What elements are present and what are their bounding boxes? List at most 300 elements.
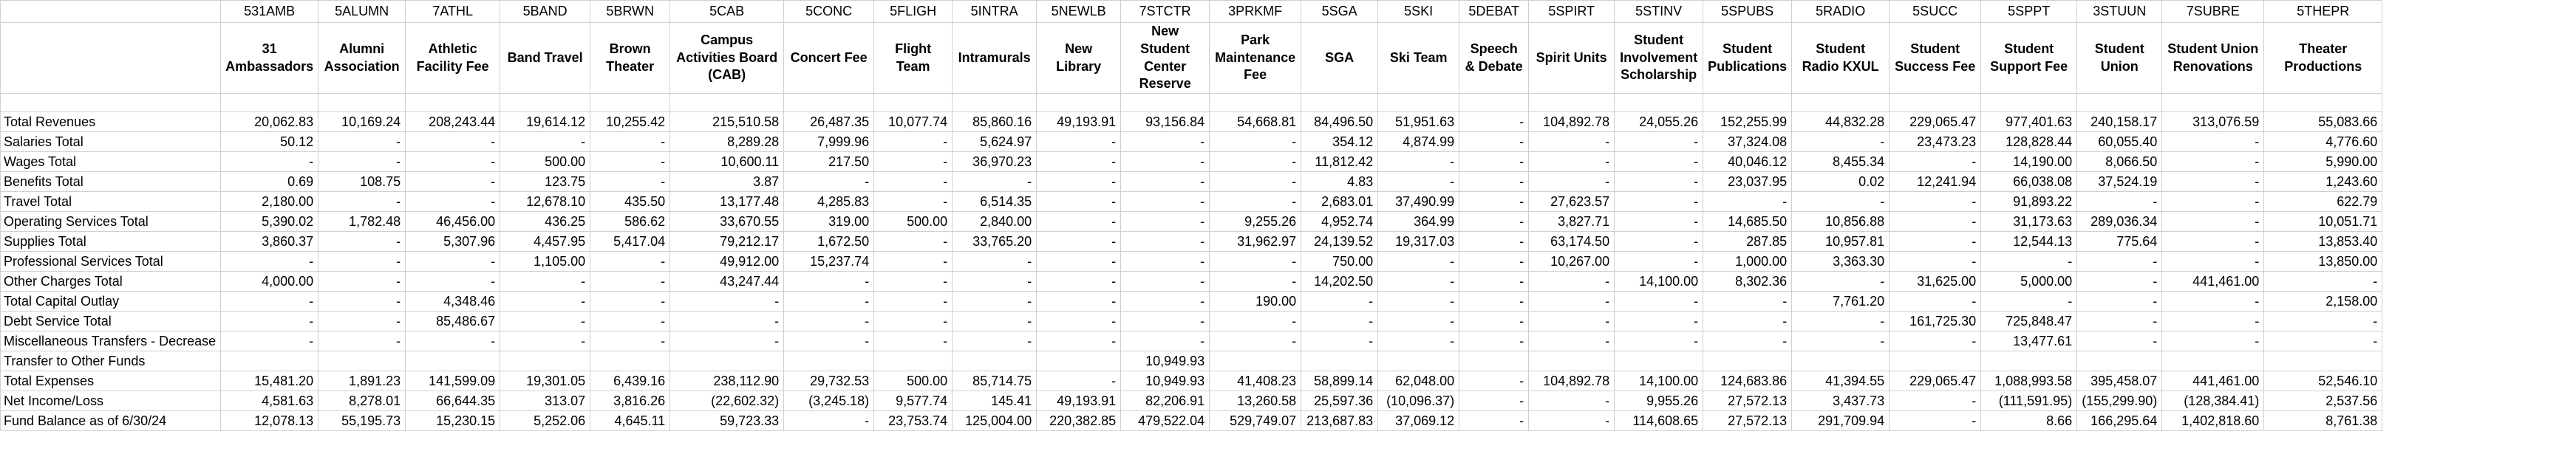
value-cell: 10,957.81 xyxy=(1792,232,1890,252)
value-cell xyxy=(318,351,406,371)
table-row xyxy=(1,371,2382,391)
value-cell: - xyxy=(1210,312,1301,331)
value-cell: 62,048.00 xyxy=(1378,371,1459,391)
value-cell: 215,510.58 xyxy=(670,112,784,132)
spreadsheet-body xyxy=(1,1,2382,431)
empty-cell xyxy=(1459,94,1529,112)
value-cell: - xyxy=(590,292,670,312)
value-cell: - xyxy=(1037,371,1121,391)
empty-cell xyxy=(1210,94,1301,112)
value-cell: - xyxy=(590,132,670,152)
fund-code-cell: 5SGA xyxy=(1301,1,1378,23)
value-cell: - xyxy=(1210,331,1301,351)
value-cell: 10,169.24 xyxy=(318,112,406,132)
empty-cell xyxy=(1301,94,1378,112)
value-cell: - xyxy=(1529,272,1615,292)
value-cell: - xyxy=(670,331,784,351)
value-cell: - xyxy=(1037,152,1121,172)
value-cell: - xyxy=(1459,172,1529,192)
value-cell: - xyxy=(221,152,318,172)
value-cell xyxy=(1378,351,1459,371)
value-cell: 15,230.15 xyxy=(406,411,500,431)
value-cell: - xyxy=(1037,192,1121,212)
value-cell: - xyxy=(1459,391,1529,411)
value-cell: - xyxy=(318,232,406,252)
value-cell: - xyxy=(1529,152,1615,172)
value-cell: 31,173.63 xyxy=(1981,212,2077,232)
value-cell: - xyxy=(2162,232,2264,252)
fund-code-cell: 5SPPT xyxy=(1981,1,2077,23)
value-cell: 395,458.07 xyxy=(2077,371,2162,391)
value-cell: 3,437.73 xyxy=(1792,391,1890,411)
value-cell: 2,537.56 xyxy=(2264,391,2382,411)
value-cell: (128,384.41) xyxy=(2162,391,2264,411)
value-cell: - xyxy=(318,132,406,152)
value-cell: 14,100.00 xyxy=(1615,371,1703,391)
value-cell: - xyxy=(406,192,500,212)
value-cell: 25,597.36 xyxy=(1301,391,1378,411)
value-cell: - xyxy=(318,312,406,331)
value-cell: 8,278.01 xyxy=(318,391,406,411)
value-cell: 13,850.00 xyxy=(2264,252,2382,272)
value-cell: 5,000.00 xyxy=(1981,272,2077,292)
value-cell: 750.00 xyxy=(1301,252,1378,272)
row-label: Benefits Total xyxy=(1,172,221,192)
value-cell: - xyxy=(1890,391,1981,411)
value-cell: 33,670.55 xyxy=(670,212,784,232)
value-cell: - xyxy=(318,331,406,351)
value-cell: - xyxy=(1210,272,1301,292)
value-cell: 123.75 xyxy=(500,172,590,192)
value-cell: - xyxy=(874,331,953,351)
value-cell: - xyxy=(1378,252,1459,272)
fund-code-cell: 5RADIO xyxy=(1792,1,1890,23)
value-cell: - xyxy=(1459,152,1529,172)
value-cell: 291,709.94 xyxy=(1792,411,1890,431)
value-cell: 49,193.91 xyxy=(1037,112,1121,132)
value-cell xyxy=(670,351,784,371)
value-cell: 26,487.35 xyxy=(784,112,874,132)
value-cell: - xyxy=(1459,252,1529,272)
value-cell: 43,247.44 xyxy=(670,272,784,292)
value-cell: 10,255.42 xyxy=(590,112,670,132)
value-cell: - xyxy=(2162,172,2264,192)
value-cell: - xyxy=(221,252,318,272)
value-cell: 1,105.00 xyxy=(500,252,590,272)
value-cell xyxy=(1615,351,1703,371)
value-cell: - xyxy=(1378,292,1459,312)
value-cell: 14,100.00 xyxy=(1615,272,1703,292)
value-cell xyxy=(590,351,670,371)
value-cell: - xyxy=(784,331,874,351)
value-cell: 11,812.42 xyxy=(1301,152,1378,172)
value-cell: 229,065.47 xyxy=(1890,371,1981,391)
value-cell: 313.07 xyxy=(500,391,590,411)
fund-code-cell: 5BRWN xyxy=(590,1,670,23)
value-cell: 479,522.04 xyxy=(1121,411,1210,431)
value-cell: - xyxy=(406,132,500,152)
value-cell: (111,591.95) xyxy=(1981,391,2077,411)
fund-code-cell: 5STINV xyxy=(1615,1,1703,23)
empty-cell xyxy=(1,94,221,112)
value-cell: 4.83 xyxy=(1301,172,1378,192)
fund-name-cell: Student Union Renovations xyxy=(2162,23,2264,94)
value-cell: 46,456.00 xyxy=(406,212,500,232)
value-cell: - xyxy=(1459,292,1529,312)
empty-cell xyxy=(1981,94,2077,112)
value-cell: 85,860.16 xyxy=(953,112,1037,132)
value-cell: - xyxy=(1210,132,1301,152)
value-cell: - xyxy=(874,312,953,331)
fund-code-cell: 5DEBAT xyxy=(1459,1,1529,23)
value-cell xyxy=(1529,351,1615,371)
fund-name-cell: Theater Productions xyxy=(2264,23,2382,94)
value-cell: - xyxy=(406,152,500,172)
value-cell: - xyxy=(1981,292,2077,312)
fund-name-cell: Student Publications xyxy=(1703,23,1792,94)
value-cell: 20,062.83 xyxy=(221,112,318,132)
value-cell: 66,644.35 xyxy=(406,391,500,411)
value-cell xyxy=(1792,351,1890,371)
value-cell: 7,999.96 xyxy=(784,132,874,152)
table-row xyxy=(1,192,2382,212)
value-cell: 85,714.75 xyxy=(953,371,1037,391)
fund-code-cell: 5THEPR xyxy=(2264,1,2382,23)
value-cell: - xyxy=(500,312,590,331)
empty-cell xyxy=(1615,94,1703,112)
value-cell: - xyxy=(1792,132,1890,152)
value-cell xyxy=(2077,351,2162,371)
value-cell: 213,687.83 xyxy=(1301,411,1378,431)
value-cell: 59,723.33 xyxy=(670,411,784,431)
value-cell: - xyxy=(406,272,500,292)
value-cell: 10,077.74 xyxy=(874,112,953,132)
value-cell: - xyxy=(874,152,953,172)
fund-code-cell: 5SKI xyxy=(1378,1,1459,23)
value-cell: 29,732.53 xyxy=(784,371,874,391)
value-cell: - xyxy=(1890,252,1981,272)
table-row xyxy=(1,331,2382,351)
value-cell: - xyxy=(318,152,406,172)
value-cell: 8,302.36 xyxy=(1703,272,1792,292)
value-cell: 13,853.40 xyxy=(2264,232,2382,252)
value-cell: - xyxy=(1890,292,1981,312)
value-cell xyxy=(1703,351,1792,371)
row-label: Total Expenses xyxy=(1,371,221,391)
fund-code-cell: 3PRKMF xyxy=(1210,1,1301,23)
value-cell: - xyxy=(590,152,670,172)
fund-name-cell: Band Travel xyxy=(500,23,590,94)
value-cell: 8.66 xyxy=(1981,411,2077,431)
value-cell: 4,348.46 xyxy=(406,292,500,312)
value-cell: 5,624.97 xyxy=(953,132,1037,152)
value-cell: 10,267.00 xyxy=(1529,252,1615,272)
fund-name-cell: Brown Theater xyxy=(590,23,670,94)
value-cell: - xyxy=(1529,172,1615,192)
value-cell: - xyxy=(221,292,318,312)
value-cell: - xyxy=(874,232,953,252)
value-cell xyxy=(500,351,590,371)
value-cell: 27,623.57 xyxy=(1529,192,1615,212)
value-cell: - xyxy=(953,172,1037,192)
value-cell: - xyxy=(1378,312,1459,331)
value-cell: 93,156.84 xyxy=(1121,112,1210,132)
value-cell: - xyxy=(1378,152,1459,172)
value-cell: 50.12 xyxy=(221,132,318,152)
value-cell: - xyxy=(1703,331,1792,351)
fund-name-cell: Athletic Facility Fee xyxy=(406,23,500,94)
value-cell: 128,828.44 xyxy=(1981,132,2077,152)
table-row xyxy=(1,212,2382,232)
value-cell: - xyxy=(500,272,590,292)
value-cell: 66,038.08 xyxy=(1981,172,2077,192)
value-cell: 5,990.00 xyxy=(2264,152,2382,172)
value-cell: 3,860.37 xyxy=(221,232,318,252)
fund-code-cell: 7STCTR xyxy=(1121,1,1210,23)
value-cell: 2,683.01 xyxy=(1301,192,1378,212)
value-cell: 15,481.20 xyxy=(221,371,318,391)
value-cell: - xyxy=(1529,391,1615,411)
value-cell: - xyxy=(1459,272,1529,292)
value-cell: 287.85 xyxy=(1703,232,1792,252)
value-cell: - xyxy=(318,252,406,272)
fund-name-cell: New Student Center Reserve xyxy=(1121,23,1210,94)
empty-cell xyxy=(2077,94,2162,112)
fund-code-cell: 5SPIRT xyxy=(1529,1,1615,23)
table-row xyxy=(1,351,2382,371)
value-cell: - xyxy=(1615,132,1703,152)
value-cell: - xyxy=(1121,152,1210,172)
value-cell: 31,625.00 xyxy=(1890,272,1981,292)
value-cell: - xyxy=(1037,132,1121,152)
value-cell: - xyxy=(670,292,784,312)
value-cell: - xyxy=(2162,292,2264,312)
value-cell: 1,672.50 xyxy=(784,232,874,252)
fund-name-cell: Spirit Units xyxy=(1529,23,1615,94)
value-cell xyxy=(1037,351,1121,371)
value-cell xyxy=(1981,351,2077,371)
fund-code-cell: 3STUUN xyxy=(2077,1,2162,23)
value-cell: - xyxy=(784,272,874,292)
table-row xyxy=(1,272,2382,292)
row-label: Debt Service Total xyxy=(1,312,221,331)
value-cell: - xyxy=(1037,292,1121,312)
value-cell: 289,036.34 xyxy=(2077,212,2162,232)
empty-cell xyxy=(221,94,318,112)
value-cell: 4,000.00 xyxy=(221,272,318,292)
value-cell: 8,761.38 xyxy=(2264,411,2382,431)
value-cell: - xyxy=(1703,192,1792,212)
value-cell: - xyxy=(221,331,318,351)
value-cell: 19,614.12 xyxy=(500,112,590,132)
value-cell: 52,546.10 xyxy=(2264,371,2382,391)
value-cell: 14,190.00 xyxy=(1981,152,2077,172)
value-cell: - xyxy=(1121,132,1210,152)
value-cell: 725,848.47 xyxy=(1981,312,2077,331)
value-cell: 166,295.64 xyxy=(2077,411,2162,431)
value-cell: 319.00 xyxy=(784,212,874,232)
value-cell: - xyxy=(1890,192,1981,212)
empty-cell xyxy=(784,94,874,112)
value-cell: 33,765.20 xyxy=(953,232,1037,252)
value-cell: - xyxy=(874,132,953,152)
value-cell: 63,174.50 xyxy=(1529,232,1615,252)
value-cell: 13,477.61 xyxy=(1981,331,2077,351)
table-row xyxy=(1,232,2382,252)
value-cell xyxy=(1301,351,1378,371)
value-cell: - xyxy=(318,292,406,312)
value-cell: - xyxy=(670,312,784,331)
value-cell: - xyxy=(1459,112,1529,132)
value-cell: 10,856.88 xyxy=(1792,212,1890,232)
value-cell: - xyxy=(1301,312,1378,331)
value-cell: - xyxy=(590,331,670,351)
value-cell: 141,599.09 xyxy=(406,371,500,391)
value-cell: - xyxy=(1459,312,1529,331)
value-cell: 229,065.47 xyxy=(1890,112,1981,132)
value-cell: - xyxy=(1792,192,1890,212)
value-cell: 8,455.34 xyxy=(1792,152,1890,172)
value-cell: 441,461.00 xyxy=(2162,272,2264,292)
fund-name-cell: Flight Team xyxy=(874,23,953,94)
value-cell: 23,037.95 xyxy=(1703,172,1792,192)
value-cell: - xyxy=(2077,292,2162,312)
value-cell: - xyxy=(1121,272,1210,292)
row-label: Travel Total xyxy=(1,192,221,212)
table-row xyxy=(1,391,2382,411)
value-cell: 6,514.35 xyxy=(953,192,1037,212)
value-cell: 41,394.55 xyxy=(1792,371,1890,391)
value-cell: 977,401.63 xyxy=(1981,112,2077,132)
value-cell: 24,055.26 xyxy=(1615,112,1703,132)
value-cell: - xyxy=(1703,312,1792,331)
value-cell: 60,055.40 xyxy=(2077,132,2162,152)
value-cell: 55,195.73 xyxy=(318,411,406,431)
value-cell: 0.02 xyxy=(1792,172,1890,192)
fund-code-header-row xyxy=(1,1,2382,23)
fund-name-cell: Student Support Fee xyxy=(1981,23,2077,94)
value-cell xyxy=(221,351,318,371)
value-cell: 240,158.17 xyxy=(2077,112,2162,132)
value-cell: - xyxy=(318,192,406,212)
value-cell: - xyxy=(1037,252,1121,272)
empty-cell xyxy=(1529,94,1615,112)
value-cell: 4,874.99 xyxy=(1378,132,1459,152)
value-cell: - xyxy=(1981,252,2077,272)
value-cell: 586.62 xyxy=(590,212,670,232)
row-label: Net Income/Loss xyxy=(1,391,221,411)
value-cell: 3.87 xyxy=(670,172,784,192)
value-cell xyxy=(953,351,1037,371)
fund-code-cell: 5SPUBS xyxy=(1703,1,1792,23)
fund-name-cell: Speech & Debate xyxy=(1459,23,1529,94)
value-cell: 37,490.99 xyxy=(1378,192,1459,212)
value-cell: - xyxy=(2077,312,2162,331)
value-cell: - xyxy=(1615,252,1703,272)
value-cell: 12,241.94 xyxy=(1890,172,1981,192)
value-cell: 108.75 xyxy=(318,172,406,192)
value-cell: - xyxy=(1378,172,1459,192)
table-row xyxy=(1,312,2382,331)
value-cell: - xyxy=(406,331,500,351)
value-cell: 104,892.78 xyxy=(1529,112,1615,132)
value-cell: - xyxy=(500,292,590,312)
fund-code-cell: 531AMB xyxy=(221,1,318,23)
value-cell: - xyxy=(784,292,874,312)
value-cell: - xyxy=(1615,172,1703,192)
value-cell: - xyxy=(1459,132,1529,152)
value-cell: 3,363.30 xyxy=(1792,252,1890,272)
fund-name-cell: Concert Fee xyxy=(784,23,874,94)
value-cell: (155,299.90) xyxy=(2077,391,2162,411)
value-cell: 9,255.26 xyxy=(1210,212,1301,232)
empty-cell xyxy=(1792,94,1890,112)
value-cell: - xyxy=(1615,232,1703,252)
table-row xyxy=(1,112,2382,132)
value-cell: - xyxy=(1378,331,1459,351)
value-cell: - xyxy=(1529,292,1615,312)
value-cell: - xyxy=(1890,232,1981,252)
row-label: Miscellaneous Transfers - Decrease xyxy=(1,331,221,351)
value-cell: - xyxy=(1121,192,1210,212)
value-cell: - xyxy=(1459,371,1529,391)
value-cell: - xyxy=(1615,331,1703,351)
value-cell: 1,891.23 xyxy=(318,371,406,391)
value-cell: 13,260.58 xyxy=(1210,391,1301,411)
value-cell: - xyxy=(953,312,1037,331)
fund-code-cell: 5CAB xyxy=(670,1,784,23)
value-cell: 54,668.81 xyxy=(1210,112,1301,132)
value-cell: 14,202.50 xyxy=(1301,272,1378,292)
empty-cell xyxy=(953,94,1037,112)
value-cell: - xyxy=(1210,172,1301,192)
value-cell: - xyxy=(1210,252,1301,272)
table-row xyxy=(1,252,2382,272)
fund-name-cell: SGA xyxy=(1301,23,1378,94)
value-cell: - xyxy=(1529,331,1615,351)
value-cell: - xyxy=(1459,232,1529,252)
value-cell: 23,473.23 xyxy=(1890,132,1981,152)
value-cell: 12,544.13 xyxy=(1981,232,2077,252)
value-cell: 9,577.74 xyxy=(874,391,953,411)
value-cell: - xyxy=(1121,212,1210,232)
value-cell: 31,962.97 xyxy=(1210,232,1301,252)
value-cell: - xyxy=(500,331,590,351)
value-cell: - xyxy=(1121,252,1210,272)
value-cell: 775.64 xyxy=(2077,232,2162,252)
value-cell: 529,749.07 xyxy=(1210,411,1301,431)
value-cell: 500.00 xyxy=(500,152,590,172)
value-cell: - xyxy=(1121,312,1210,331)
fund-code-cell: 5ALUMN xyxy=(318,1,406,23)
fund-name-cell: Campus Activities Board (CAB) xyxy=(670,23,784,94)
value-cell: - xyxy=(1703,292,1792,312)
value-cell: - xyxy=(2162,192,2264,212)
value-cell: - xyxy=(1210,192,1301,212)
value-cell: 10,949.93 xyxy=(1121,351,1210,371)
value-cell: - xyxy=(2077,331,2162,351)
value-cell: 1,782.48 xyxy=(318,212,406,232)
value-cell: - xyxy=(1121,232,1210,252)
value-cell: - xyxy=(2077,272,2162,292)
value-cell: 354.12 xyxy=(1301,132,1378,152)
value-cell: - xyxy=(1037,272,1121,292)
empty-cell xyxy=(1703,94,1792,112)
value-cell: 82,206.91 xyxy=(1121,391,1210,411)
value-cell: - xyxy=(874,192,953,212)
value-cell: 44,832.28 xyxy=(1792,112,1890,132)
value-cell: 36,970.23 xyxy=(953,152,1037,172)
